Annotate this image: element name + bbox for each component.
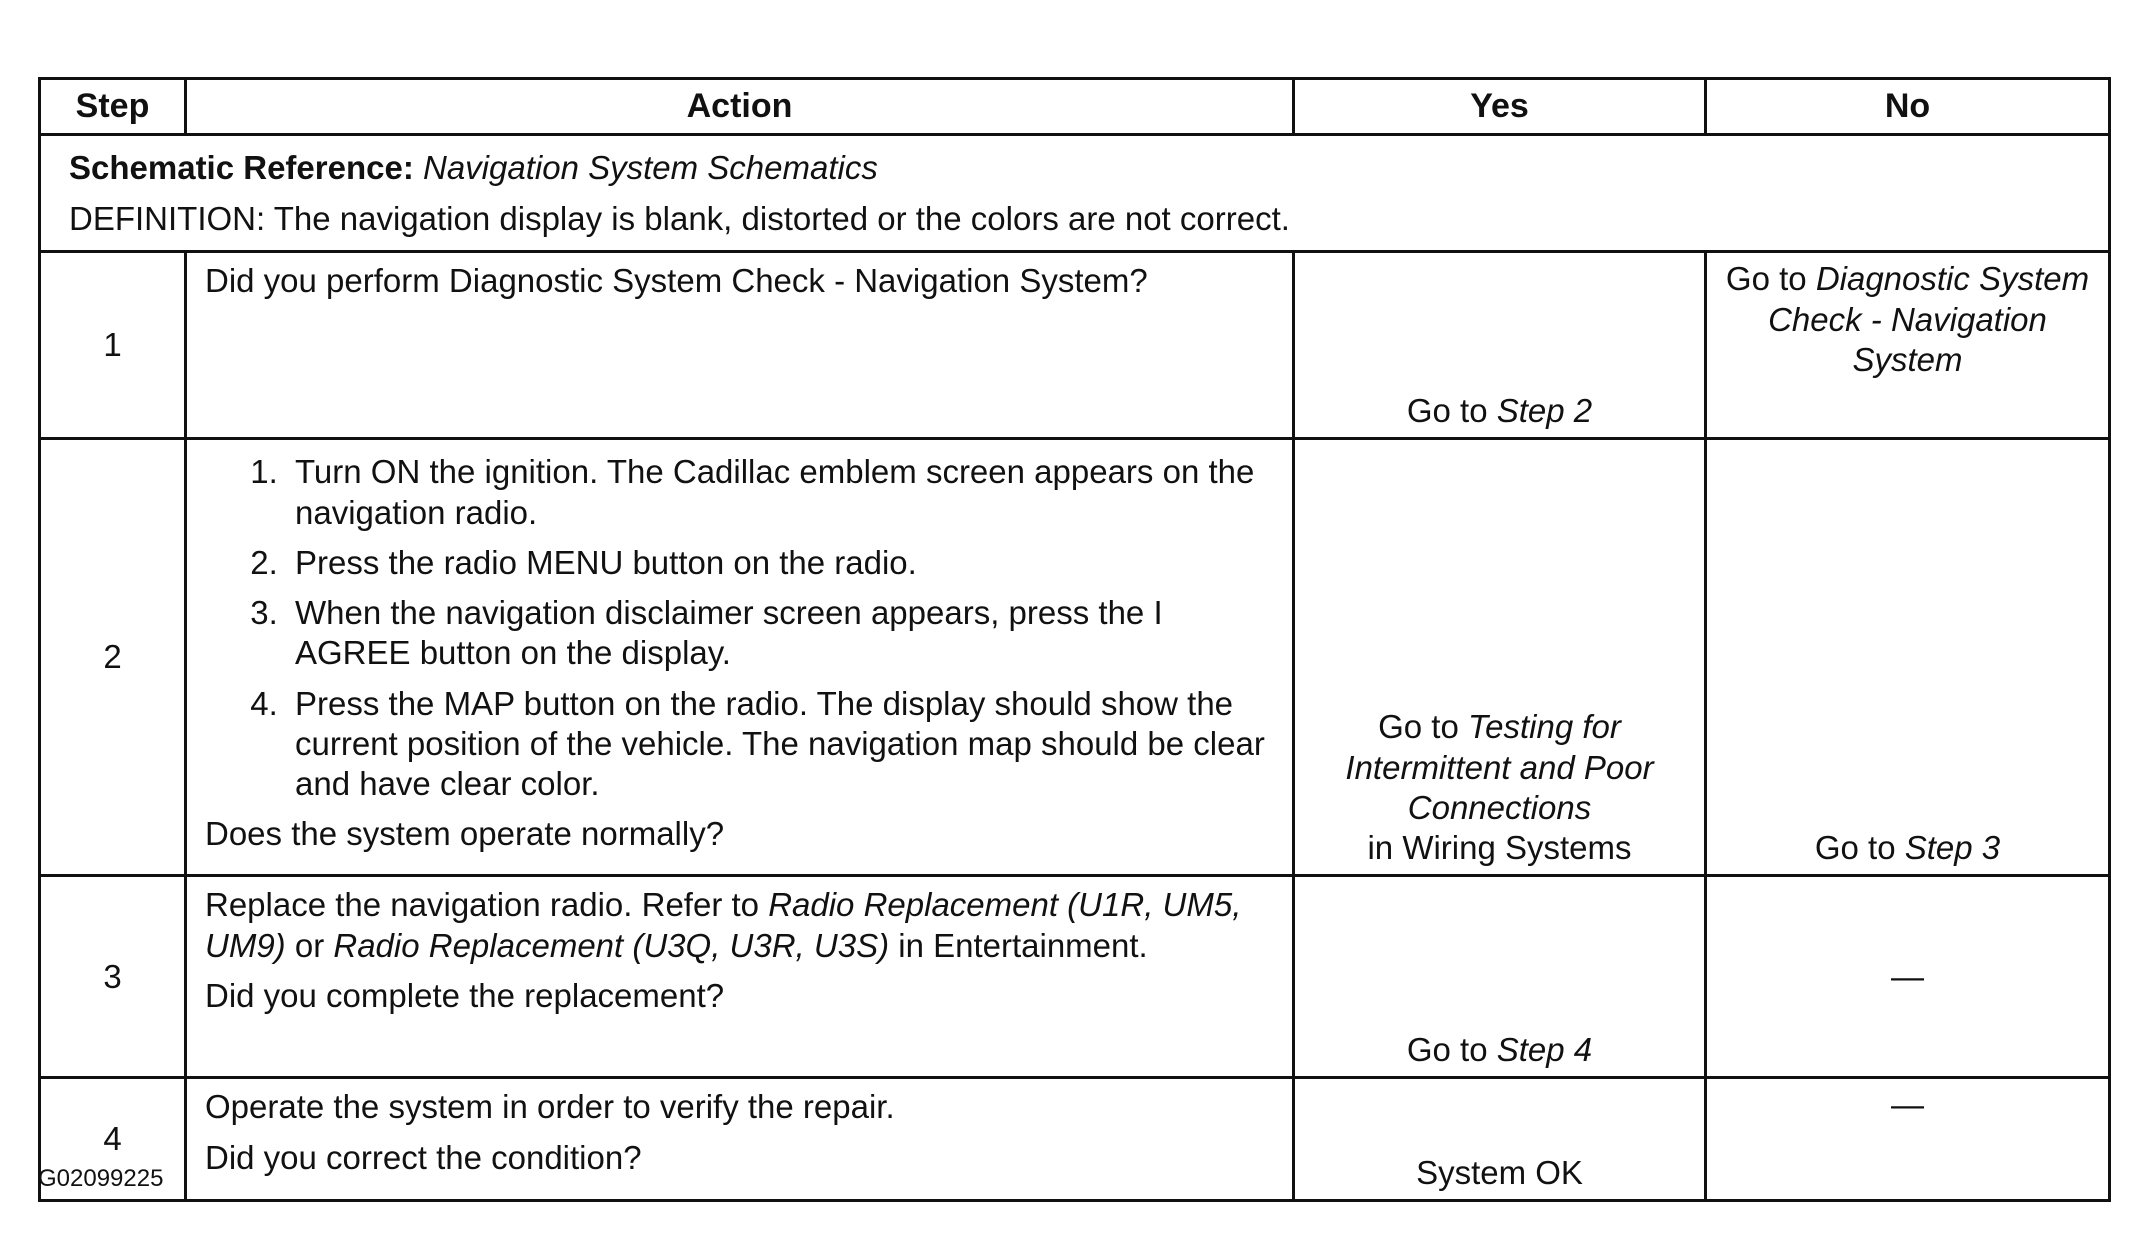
yes-link[interactable]: Step 2 [1496,392,1593,430]
yes-prefix: Go to [1378,708,1468,746]
action-suffix: in Entertainment. [889,926,1148,964]
table-row [40,876,2110,1078]
header-step: Step [40,79,186,135]
header-action: Action [186,79,1294,135]
step-number: 4 [40,1078,186,1201]
no-cell [1706,252,2110,439]
table-row [40,252,2110,439]
yes-prefix: Go to [1406,1031,1497,1069]
header-yes: Yes [1294,79,1706,135]
yes-link[interactable]: Testing for Intermittent and Poor Connections [1345,708,1654,826]
schematic-cell [40,135,2110,252]
no-prefix: Go to [1814,829,1905,867]
no-cell [1706,439,2110,876]
table-row [40,1078,2110,1201]
action-instruction: Operate the system in order to verify the repair. [205,1088,895,1126]
no-link[interactable]: Diagnostic System Check - Navigation System [1768,260,2090,378]
yes-link[interactable]: Step 4 [1496,1031,1593,1069]
action-link[interactable]: Radio Replacement (U3Q, U3R, U3S) [333,926,890,964]
action-mid: or [285,926,334,964]
action-link[interactable]: Radio Replacement (U1R, UM5, UM9) [205,886,1242,964]
no-link[interactable]: Step 3 [1904,829,2001,867]
list-item: 3. When the navigation disclaimer screen appears, press the I AGREE button on the display. [287,593,1274,674]
no-prefix: Go to [1725,260,1816,298]
action-cell [186,1078,1294,1201]
no-cell [1706,1078,2110,1201]
action-prefix: Replace the navigation radio. Refer to [205,886,769,924]
schematic-reference [69,142,2090,193]
step-number: 1 [40,252,186,439]
yes-text: System OK [1416,1154,1583,1192]
schematic-row [40,135,2110,252]
action-instruction [205,885,1274,966]
yes-cell [1294,876,1706,1078]
action-question: Does the system operate normally? [205,815,725,853]
list-item: 4. Press the MAP button on the radio. The display should show the current position of the vehicle. The navigation map should be clear and have clear color. [287,684,1274,805]
no-dash: — [1891,1086,1924,1124]
diagnostic-table [38,77,2111,1202]
action-cell [186,876,1294,1078]
step-number: 2 [40,439,186,876]
yes-cell [1294,439,1706,876]
yes-cell [1294,252,1706,439]
schematic-link[interactable]: Navigation System Schematics [423,149,878,186]
figure-code: G02099225 [38,1165,164,1192]
no-dash: — [1891,957,1924,995]
list-item: 1. Turn ON the ignition. The Cadillac emblem screen appears on the navigation radio. [287,452,1274,533]
yes-suffix: in Wiring Systems [1367,829,1632,867]
header-no: No [1706,79,2110,135]
table-row [40,439,2110,876]
header-row [40,79,2110,135]
step-number: 3 [40,876,186,1078]
definition-text: DEFINITION: The navigation display is blank, distorted or the colors are not correct. [69,200,1290,238]
list-item: 2. Press the radio MENU button on the radio. [287,543,1274,583]
schematic-label: Schematic Reference: [69,149,414,186]
action-cell [186,252,1294,439]
no-cell [1706,876,2110,1078]
procedure-list [205,452,1274,804]
action-cell [186,439,1294,876]
action-question: Did you perform Diagnostic System Check - Navigation System? [205,262,1148,300]
action-question: Did you correct the condition? [205,1138,642,1176]
yes-prefix: Go to [1406,392,1497,430]
yes-cell [1294,1078,1706,1201]
action-question: Did you complete the replacement? [205,976,725,1014]
